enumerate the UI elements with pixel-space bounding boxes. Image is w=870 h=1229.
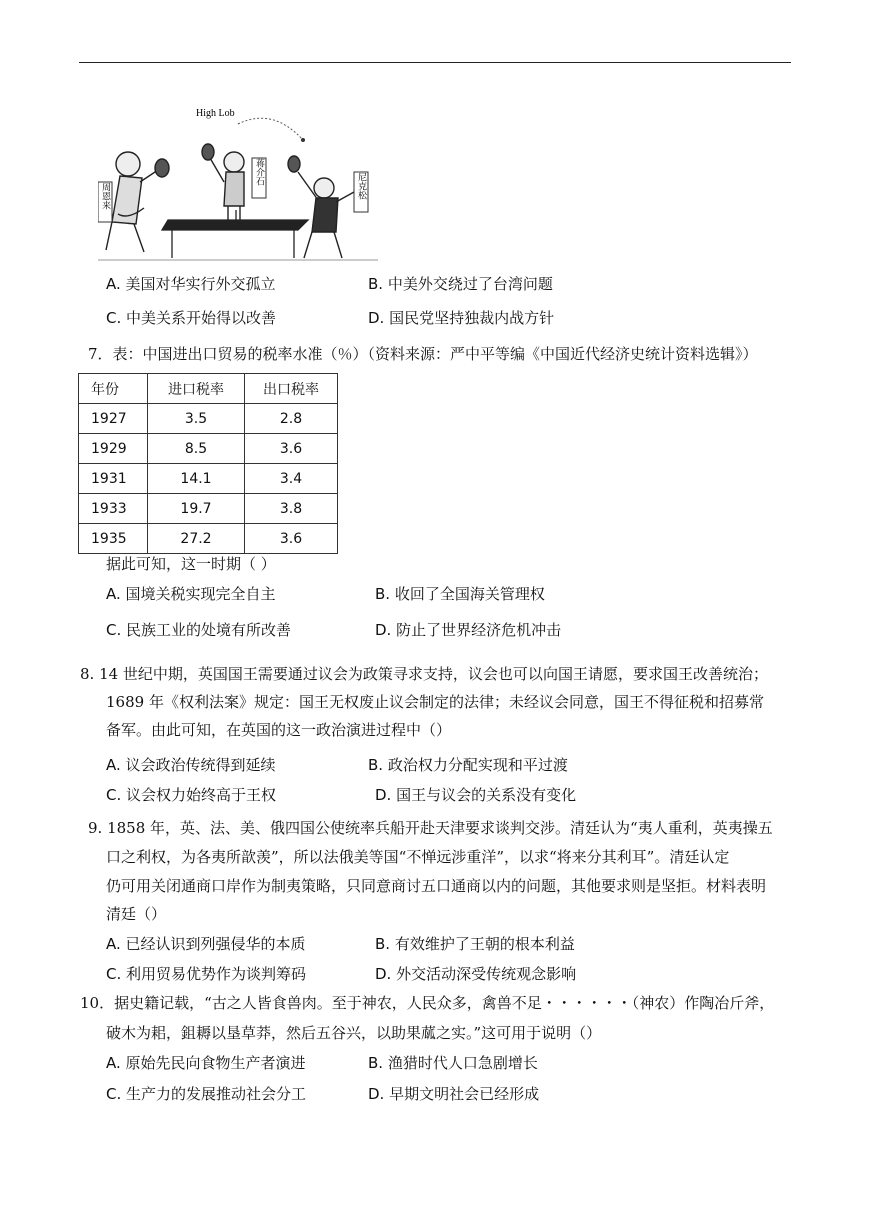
table-row: [79, 494, 338, 524]
q10-option-c: C. 生产力的发展推动社会分工: [106, 1085, 307, 1103]
table-cell: 1931: [79, 464, 148, 494]
q9-option-c: C. 利用贸易优势作为谈判筹码: [106, 965, 307, 983]
q9-option-a: A. 已经认识到列强侵华的本质: [106, 935, 306, 953]
q7-option-d: D. 防止了世界经济危机冲击: [375, 621, 562, 639]
table-header-row: [79, 374, 338, 404]
q8-line-2: 1689 年《权利法案》规定：国王无权废止议会制定的法律；未经议会同意，国王不得征税和招募常: [106, 693, 764, 711]
q7-option-c: C. 民族工业的处境有所改善: [106, 621, 292, 639]
label-right: 尼克松: [356, 172, 366, 200]
q6-option-d: D. 国民党坚持独裁内战方针: [368, 309, 555, 327]
table-cell: 1935: [79, 524, 148, 554]
q7-stem: 7．表：中国进出口贸易的税率水准（％）（资料来源：严中平等编《中国近代经济史统计资料选辑》）: [88, 345, 758, 363]
header-rule: [79, 62, 791, 63]
q8-option-c: C. 议会权力始终高于王权: [106, 786, 277, 804]
table-cell: 19.7: [148, 494, 245, 524]
q9-option-d: D. 外交活动深受传统观念影响: [375, 965, 577, 983]
q6-option-b: B. 中美外交绕过了台湾问题: [368, 275, 553, 293]
table-header: 出口税率: [245, 374, 338, 404]
tax-rate-table: [78, 373, 338, 554]
table-cell: 3.6: [245, 524, 338, 554]
table-cell: 3.5: [148, 404, 245, 434]
table-cell: 2.8: [245, 404, 338, 434]
q8-option-a: A. 议会政治传统得到延续: [106, 756, 276, 774]
figure-right: [288, 156, 354, 258]
q9-line-1: 9. 1858 年，英、法、美、俄四国公使统率兵船开赴天津要求谈判交涉。清廷认为“夷人重利，英夷操五: [88, 819, 773, 837]
cartoon-caption: High Lob: [196, 108, 235, 119]
q9-line-2: 口之利权，为各夷所歆羡”，所以法俄美等国“不惮远涉重洋”，以求“将来分其利耳”。清廷认定: [106, 848, 730, 866]
table-cell: 1929: [79, 434, 148, 464]
q6-option-a: A. 美国对华实行外交孤立: [106, 275, 276, 293]
label-left: 周恩来: [100, 182, 110, 210]
q10-option-b: B. 渔猎时代人口急剧增长: [368, 1054, 538, 1072]
q10-line-1: 10．据史籍记载，“古之人皆食兽肉。至于神农，人民众多，禽兽不足・・・・・・（神农）作陶冶斤斧，: [80, 994, 775, 1012]
table-cell: 27.2: [148, 524, 245, 554]
q8-option-d: D. 国王与议会的关系没有变化: [375, 786, 577, 804]
ping-pong-table: [162, 210, 308, 258]
q8-line-1: 8. 14 世纪中期，英国国王需要通过议会为政策寻求支持，议会也可以向国王请愿，要求国王改善统治；: [80, 665, 768, 683]
table-cell: 3.8: [245, 494, 338, 524]
q9-line-4: 清廷（）: [106, 905, 167, 923]
table-cell: 1927: [79, 404, 148, 434]
table-row: [79, 404, 338, 434]
q6-option-c: C. 中美关系开始得以改善: [106, 309, 277, 327]
q9-line-3: 仍可用关闭通商口岸作为制夷策略，只同意商讨五口通商以内的问题，其他要求则是坚拒。材料表明: [106, 877, 767, 895]
label-middle: 蒋介石: [254, 158, 264, 186]
figure-middle: [202, 144, 244, 220]
table-row: [79, 434, 338, 464]
table-row: [79, 464, 338, 494]
q7-option-a: A. 国境关税实现完全自主: [106, 585, 276, 603]
table-header: 进口税率: [148, 374, 245, 404]
table-cell: 3.4: [245, 464, 338, 494]
q10-option-d: D. 早期文明社会已经形成: [368, 1085, 540, 1103]
table-cell: 3.6: [245, 434, 338, 464]
q7-prompt: 据此可知，这一时期（ ）: [106, 555, 276, 573]
figure-left: [106, 152, 169, 252]
table-cell: 14.1: [148, 464, 245, 494]
table-cell: 1933: [79, 494, 148, 524]
q9-option-b: B. 有效维护了王朝的根本利益: [375, 935, 575, 953]
q8-option-b: B. 政治权力分配实现和平过渡: [368, 756, 568, 774]
q10-option-a: A. 原始先民向食物生产者演进: [106, 1054, 306, 1072]
table-row: [79, 524, 338, 554]
q7-option-b: B. 收回了全国海关管理权: [375, 585, 545, 603]
q8-line-3: 备军。由此可知，在英国的这一政治演进过程中（）: [106, 721, 452, 739]
q10-line-2: 破木为耜，鉏耨以垦草莽，然后五谷兴，以助果蓏之实。”这可用于说明（）: [106, 1024, 602, 1042]
ping-pong-cartoon: [98, 102, 383, 262]
table-header: 年份: [79, 374, 148, 404]
table-cell: 8.5: [148, 434, 245, 464]
